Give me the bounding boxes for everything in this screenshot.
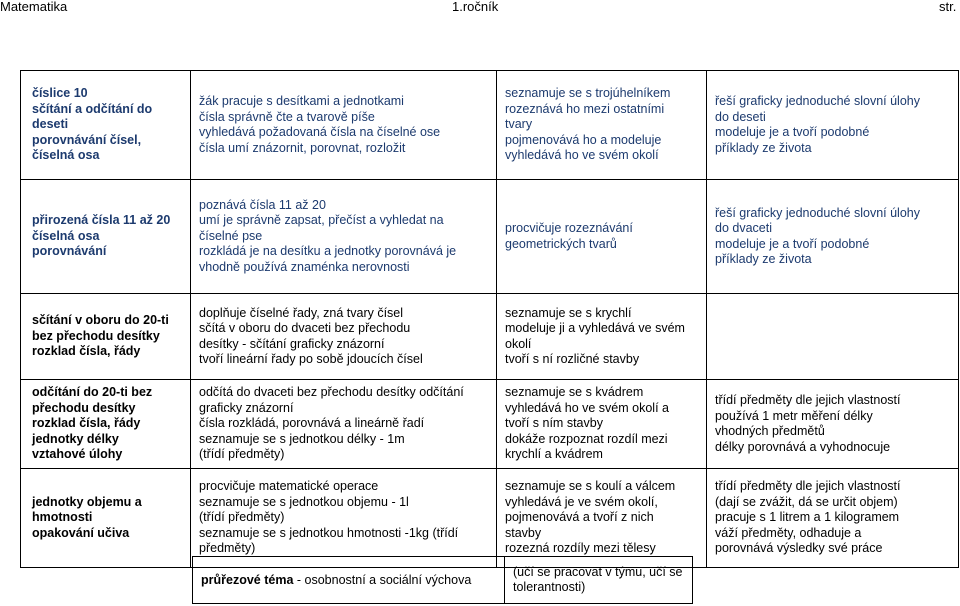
curriculum-table [20, 70, 959, 568]
page-header [0, 0, 960, 14]
cell-line: tvary [505, 117, 533, 132]
cell-line: hmotnosti [32, 510, 93, 525]
cell-line: modeluje je a tvoří podobné [715, 236, 870, 251]
cell-line: seznamuje se s jednotkou délky - 1m [199, 431, 405, 446]
skills-cell [191, 71, 497, 180]
cell-line: používá 1 metr měření délky [715, 408, 873, 423]
cell-line: odčítá do dvaceti bez přechodu desítky odčítání [199, 385, 464, 400]
cell-line: tolerantnosti) [513, 580, 586, 594]
cell-line: rozezná rozdíly mezi tělesy [505, 541, 656, 556]
cell-line: rozkládá je na desítku a jednotky porovnává je [199, 244, 457, 259]
applications-cell [707, 380, 959, 469]
cell-line: (třídí předměty) [199, 510, 285, 525]
cell-line: dokáže rozpoznat rozdíl mezi [505, 431, 668, 446]
cell-line: čísla správně čte a tvarově píše [199, 109, 375, 124]
cell-line: desítky - sčítání graficky znázorní [199, 336, 385, 351]
table-row [21, 469, 959, 568]
cell-line: třídí předměty dle jejich vlastností [715, 393, 901, 407]
cell-line: příklady ze života [715, 140, 812, 155]
cell-line: geometrických tvarů [505, 236, 617, 251]
note-cell [505, 557, 693, 604]
cell-line: porovnávání čísel, [32, 132, 142, 147]
page-label: str. [939, 0, 957, 14]
grade-label: 1.ročník [452, 0, 499, 14]
cell-line: okolí [505, 336, 532, 351]
cell-line: sčítání a odčítání do [32, 101, 153, 116]
cell-line: řeší graficky jednoduché slovní úlohy [715, 205, 920, 220]
cell-line: seznamuje se s jednotkou hmotnosti -1kg (třídí [199, 525, 459, 540]
cell-line: modeluje ji a vyhledává ve svém [505, 321, 685, 335]
cell-line: přechodu desítky [32, 400, 136, 415]
cell-line: žák pracuje s desítkami a jednotkami [199, 94, 404, 108]
table-row [21, 380, 959, 469]
geometry-cell [497, 469, 707, 568]
topic-cell [21, 380, 191, 469]
cell-line: čísla umí znázornit, porovnat, rozložit [199, 140, 406, 155]
cell-line: (třídí předměty) [199, 447, 285, 462]
cell-line: vyhledává ho ve svém okolí a [505, 400, 669, 415]
geometry-cell [497, 180, 707, 294]
applications-cell [707, 294, 959, 380]
cell-line: modeluje je a tvoří podobné [715, 125, 870, 139]
cell-line: příklady ze života [715, 252, 812, 266]
cell-line: tvoří lineární řady po sobě jdoucích čísel [199, 352, 423, 366]
cell-line: číselná osa [32, 148, 100, 163]
topic-cell [21, 180, 191, 294]
cell-line: číslice 10 [32, 86, 88, 101]
cell-line: opakování učiva [32, 525, 130, 540]
cell-line: číselná osa [32, 228, 100, 243]
cell-line: tvoří s ní rozličné stavby [505, 352, 640, 366]
cell-line: rozeznává ho mezi ostatními [505, 101, 665, 116]
cell-line: seznamuje se s trojúhelníkem [505, 86, 671, 101]
applications-cell [707, 71, 959, 180]
cell-line: vyhledává ho ve svém okolí [505, 148, 659, 163]
geometry-cell [497, 380, 707, 469]
cell-line: do deseti [715, 109, 766, 124]
cell-line: seznamuje se s jednotkou objemu - 1l [199, 494, 409, 509]
cell-line: pojmenovává ho a modeluje [505, 132, 662, 147]
cell-line: vhodně používá znaménka nerovnosti [199, 259, 410, 274]
cell-line: stavby [505, 525, 542, 540]
cell-line: deseti [32, 117, 69, 132]
cell-line: vyhledává požadovaná čísla na číselné ose [199, 125, 441, 139]
cell-line: řeší graficky jednoduché slovní úlohy [715, 94, 920, 108]
cell-line: číselné pse [199, 228, 263, 243]
cell-line: tvoří s ním stavby [505, 416, 603, 431]
cell-line: bez přechodu desítky [32, 328, 160, 343]
cell-line: rozklad čísla, řády [32, 344, 141, 359]
cell-line: čísla rozkládá, porovnává a lineárně řadí [199, 416, 425, 431]
cell-line: pojmenovává a tvoří z nich [505, 510, 654, 525]
theme-cell [193, 557, 505, 604]
cell-line: seznamuje se s koulí a válcem [505, 479, 676, 494]
cell-line: rozklad čísla, řády [32, 416, 141, 431]
cell-line: jednotky délky [32, 431, 119, 446]
topic-cell [21, 294, 191, 380]
cell-line: procvičuje matematické operace [199, 479, 379, 494]
cell-line: sčítá v oboru do dvaceti bez přechodu [199, 321, 411, 335]
cell-line: porovnává výsledky své práce [715, 541, 883, 556]
cell-line: délky porovnává a vyhodnocuje [715, 439, 891, 454]
theme-text: - osobnostní a sociální výchova [293, 572, 472, 587]
geometry-cell [497, 71, 707, 180]
cell-line: umí je správně zapsat, přečíst a vyhledat na [199, 213, 444, 228]
cell-line: krychlí a kvádrem [505, 447, 603, 462]
cell-line: doplňuje číselné řady, zná tvary čísel [199, 305, 404, 320]
cell-line: odčítání do 20-ti bez [32, 385, 153, 400]
cell-line: přirozená čísla 11 až 20 [32, 213, 171, 228]
cell-line: sčítání v oboru do 20-ti [32, 313, 169, 328]
cell-line: pracuje s 1 litrem a 1 kilogramem [715, 510, 900, 525]
cell-line: poznává čísla 11 až 20 [199, 197, 326, 212]
cell-line: seznamuje se s krychlí [505, 305, 632, 320]
cell-line: vhodných předmětů [715, 424, 825, 438]
cell-line: seznamuje se s kvádrem [505, 385, 644, 400]
cell-line: vztahové úlohy [32, 447, 123, 462]
table-row [193, 557, 693, 604]
cell-line: porovnávání [32, 244, 107, 259]
cell-line: váží předměty, odhaduje a [715, 525, 862, 540]
cross-curricular-table [192, 556, 693, 604]
cell-line: procvičuje rozeznávání [505, 221, 633, 235]
skills-cell [191, 380, 497, 469]
cell-line: (dají se zvážit, dá se určit objem) [715, 494, 898, 509]
topic-cell [21, 469, 191, 568]
subject-label: Matematika [0, 0, 68, 14]
topic-cell [21, 71, 191, 180]
cell-line: třídí předměty dle jejich vlastností [715, 479, 901, 494]
skills-cell [191, 469, 497, 568]
cell-line: (učí se pracovat v týmu, učí se [513, 565, 683, 579]
table-row [21, 294, 959, 380]
table-row [21, 71, 959, 180]
skills-cell [191, 180, 497, 294]
theme-label: průřezové téma [201, 572, 294, 587]
geometry-cell [497, 294, 707, 380]
table-row [21, 180, 959, 294]
cell-line: jednotky objemu a [32, 494, 142, 509]
applications-cell [707, 469, 959, 568]
cell-line: předměty) [199, 541, 256, 556]
cell-line: vyhledává je ve svém okolí, [505, 494, 658, 509]
applications-cell [707, 180, 959, 294]
cell-line: do dvaceti [715, 221, 772, 235]
skills-cell [191, 294, 497, 380]
cell-line: graficky znázorní [199, 400, 294, 415]
